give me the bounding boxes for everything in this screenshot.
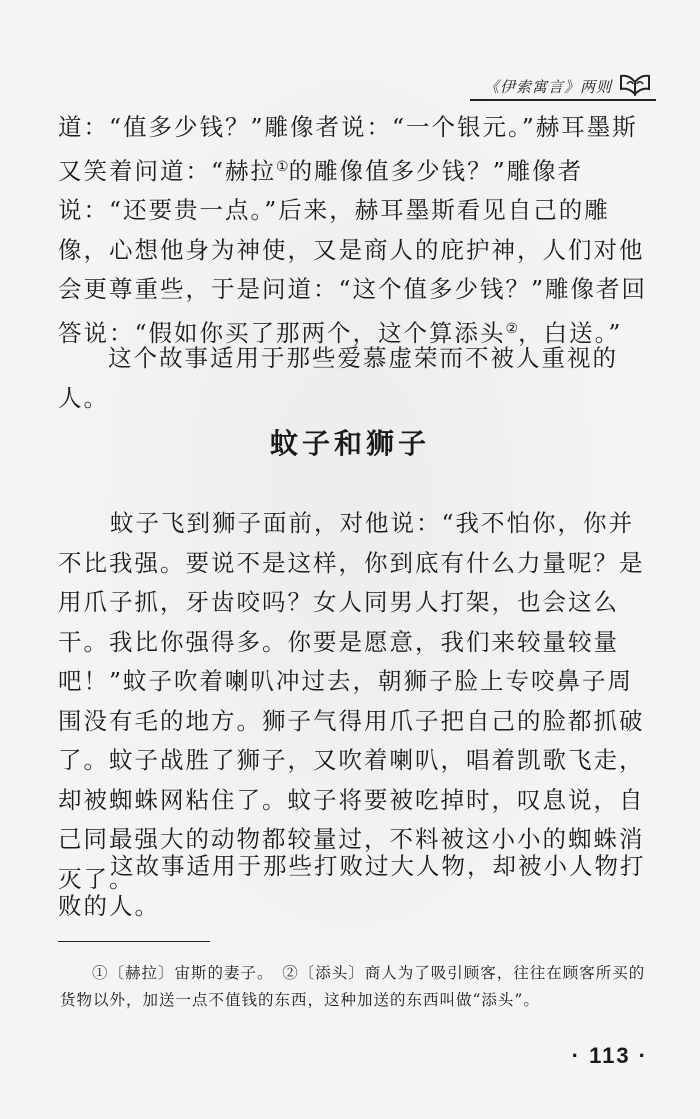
story2-title: 蚊子和狮子 (269, 427, 430, 460)
story2-paragraph: 蚊子飞到狮子面前，对他说：“我不怕你，你并不比我强。要说不是这样，你到底有什么力量呢？是用爪子抓，牙齿咬吗？女人同男人打架，也会这么干。我比你强得多。你要是愿意，我们来较量较量吧！”蚊子吹着喇叭冲过去，朝狮子脸上专咬鼻子周围没有毛的地方。狮子气得用爪子把自己的脸都抓破了。蚊子战胜了狮子，又吹着喇叭，唱着凯歌飞走，却被蜘蛛网粘住了。蚊子将要被吃掉时，叹息说，自己同最强大的动物都较量过，不料被这小小的蜘蛛消灭了。 (58, 509, 645, 893)
story1-text-part2: 的雕像值多少钱？”雕像者说：“还要贵一点。”后来，赫耳墨斯看见自己的雕像，心想他身为神使，又是商人的庇护神，人们对他会更尊重些，于是问道：“这个值多少钱？”雕像者回答说：“假如你买了那两个，这个算添头 (58, 156, 648, 347)
story2-moral: 这故事适用于那些打败过大人物，却被小人物打败的人。 (58, 852, 646, 920)
story1-moral: 这个故事适用于那些爱慕虚荣而不被人重视的人。 (58, 344, 618, 412)
story1-text-part3: ，白送。” (518, 318, 623, 347)
footnote-ref-1: ① (276, 158, 289, 175)
open-book-hands-icon (618, 72, 652, 98)
page-number: · 113 · (571, 1043, 648, 1068)
running-head-title: 《伊索寓言》两则 (483, 78, 612, 96)
footnote-rule (58, 941, 210, 942)
running-head (458, 72, 658, 102)
story1-text-part1: 道：“值多少钱？”雕像者说：“一个银元。”赫耳墨斯又笑着问道：“赫拉 (58, 113, 638, 185)
footnotes: ①〔赫拉〕宙斯的妻子。 ②〔添头〕商人为了吸引顾客，往往在顾客所买的货物以外，加送一点不值钱的东西，这种加送的东西叫做“添头”。 (60, 964, 646, 1009)
header-rule (470, 99, 656, 101)
footnote-ref-2: ② (505, 320, 519, 337)
story1-paragraph (58, 108, 650, 353)
